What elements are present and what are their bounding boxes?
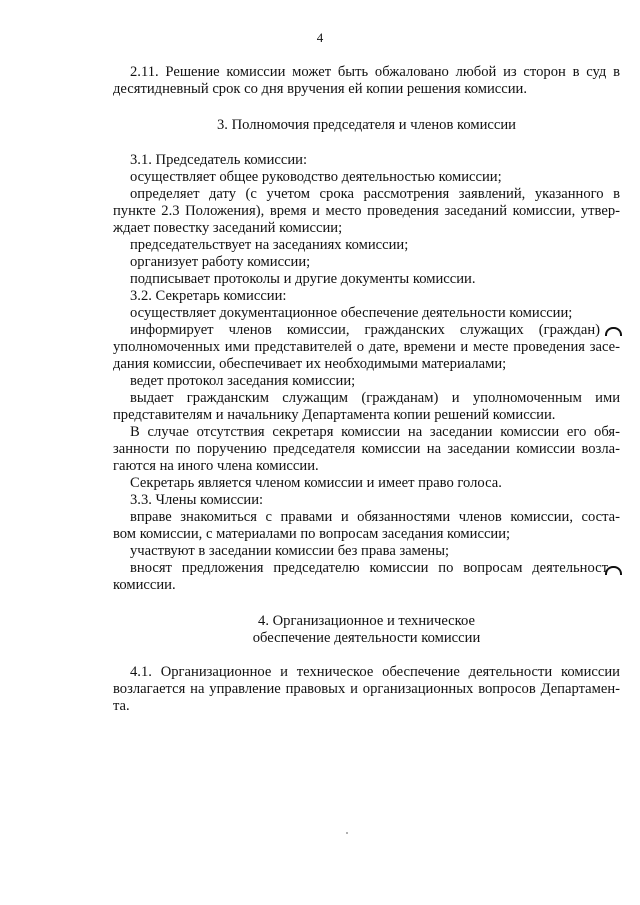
para-3-2-b-line3: дания комиссии, обеспечивает их необходимыми материалами;	[113, 356, 507, 372]
section3-heading: 3. Полномочия председателя и членов комиссии	[217, 117, 516, 133]
para-3-2-e-line3: гаются на иного члена комиссии.	[113, 458, 319, 474]
para-3-3-c-line1: вносят предложения председателю комиссии по вопросам деятельност	[130, 560, 608, 576]
section4-heading-line1: 4. Организационное и техническое	[258, 613, 475, 629]
para-4-1-line3: та.	[113, 698, 130, 714]
para-3-3: 3.3. Члены комиссии:	[130, 492, 264, 508]
para-3-2-f: Секретарь является членом комиссии и имеет право голоса.	[130, 475, 502, 491]
para-4-1-line1: 4.1. Организационное и техническое обеспечение деятельности комиссии	[130, 664, 620, 680]
para-3-3-c-line2: комиссии.	[113, 577, 176, 593]
para-3-1-c: председательствует на заседаниях комиссии;	[130, 237, 409, 253]
para-3-3-b: участвуют в заседании комиссии без права замены;	[130, 543, 450, 559]
para-3-1-e: подписывает протоколы и другие документы комиссии.	[130, 271, 476, 287]
para-3-3-a-line1: вправе знакомиться с правами и обязанностями членов комиссии, соста-	[130, 509, 620, 525]
scan-speck	[346, 832, 348, 834]
para-2-11-line2: десятидневный срок со дня вручения ей копии решения комиссии.	[113, 81, 528, 97]
para-3-2-a: осуществляет документационное обеспечение деятельности комиссии;	[130, 305, 573, 321]
para-3-2-d-line1: выдает гражданским служащим (гражданам) и уполномоченным ими	[130, 390, 620, 406]
para-3-1-b-line1: определяет дату (с учетом срока рассмотрения заявлений, указанного в	[130, 186, 620, 202]
para-3-1-b-line2: пункте 2.3 Положения), время и место проведения заседаний комиссии, утвер-	[113, 203, 620, 219]
para-3-2-e-line2: занности по поручению председателя комиссии на заседании комиссии возла-	[113, 441, 620, 457]
para-4-1-line2: возлагается на управление правовых и организационных вопросов Департамен-	[113, 681, 620, 697]
para-3-1-d: организует работу комиссии;	[130, 254, 311, 270]
para-2-11-line1: 2.11. Решение комиссии может быть обжаловано любой из сторон в суд в	[130, 64, 620, 80]
para-3-1-a: осуществляет общее руководство деятельностью комиссии;	[130, 169, 502, 185]
para-3-2-b-line2: уполномоченных ими представителей о дате, времени и месте проведения засе-	[113, 339, 620, 355]
para-3-2-b-line1: информирует членов комиссии, гражданских служащих (граждан)	[130, 322, 600, 338]
para-3-1: 3.1. Председатель комиссии:	[130, 152, 308, 168]
para-3-3-a-line2: вом комиссии, с материалами по вопросам заседания комиссии;	[113, 526, 511, 542]
para-3-1-b-line3: ждает повестку заседаний комиссии;	[113, 220, 343, 236]
para-3-2: 3.2. Секретарь комиссии:	[130, 288, 287, 304]
page-number: 4	[316, 30, 324, 45]
para-3-2-e-line1: В случае отсутствия секретаря комиссии на заседании комиссии его обя-	[130, 424, 620, 440]
binding-hole-mark	[605, 327, 622, 336]
binding-hole-mark-2	[605, 566, 622, 575]
para-3-2-d-line2: представителям и начальнику Департамента копии решений комиссии.	[113, 407, 556, 423]
para-3-2-c: ведет протокол заседания комиссии;	[130, 373, 356, 389]
section4-heading-line2: обеспечение деятельности комиссии	[252, 630, 481, 646]
